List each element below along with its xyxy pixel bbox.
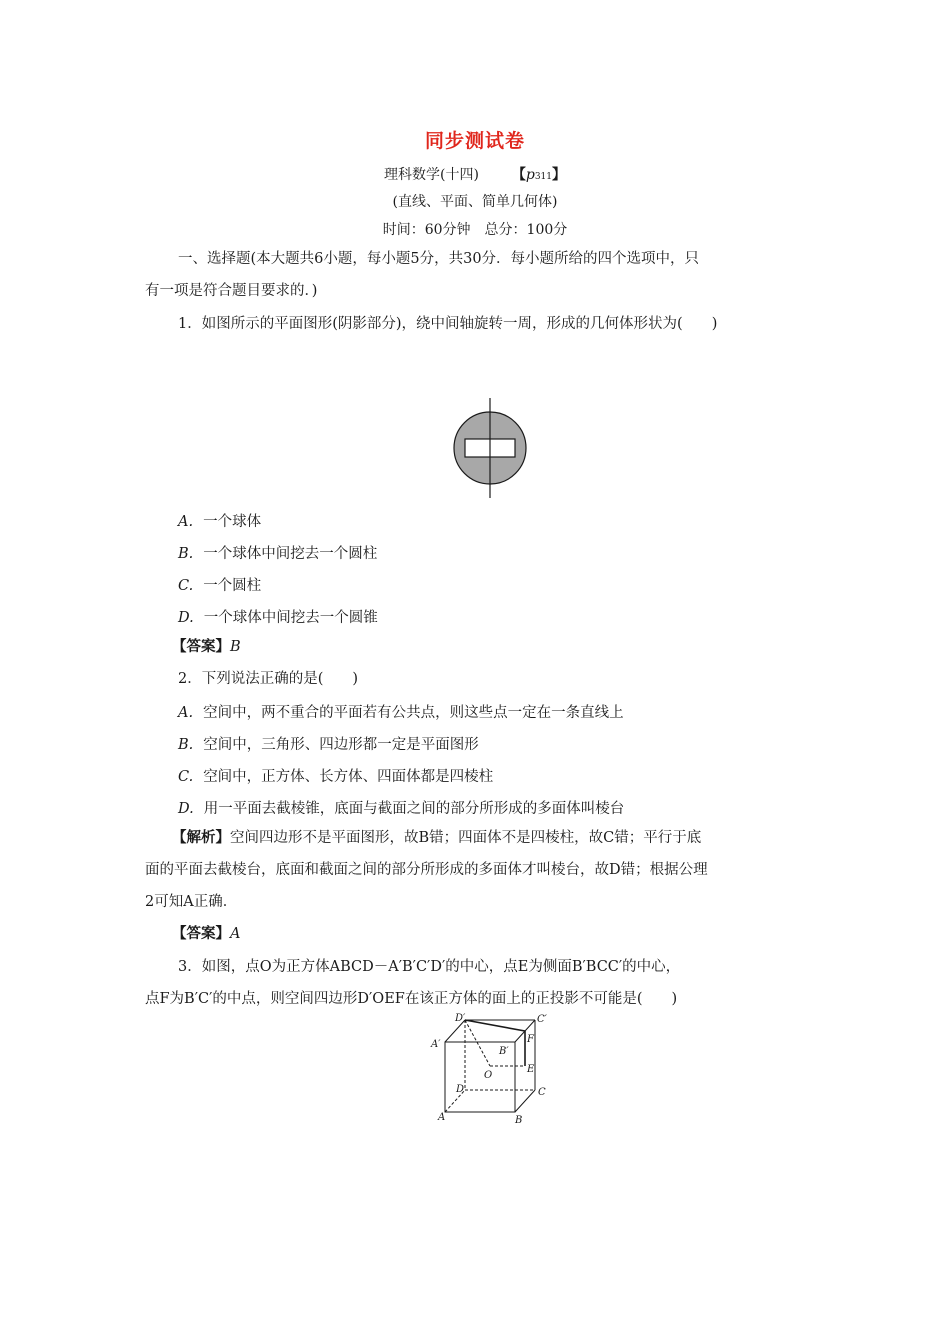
- q1-option-b: B. 一个球体中间挖去一个圆柱: [178, 546, 378, 562]
- section-intro-line2: 有一项是符合题目要求的．): [145, 283, 318, 299]
- q1-answer: 【答案】B: [172, 638, 241, 655]
- subject-name: 理科数学(十四): [384, 167, 479, 183]
- q2-option-c: C. 空间中，正方体、长方体、四面体都是四棱柱: [178, 769, 494, 785]
- edge-b-c: [515, 1090, 535, 1112]
- label-c: C: [538, 1087, 546, 1098]
- segment-d1-f: [465, 1020, 525, 1031]
- label-b1: B′: [499, 1046, 509, 1057]
- q3-stem-line1: 3．如图，点O为正方体ABCD－A′B′C′D′的中心，点E为侧面B′BCC′的中心，: [178, 959, 681, 975]
- q1-stem: 1．如图所示的平面图形(阴影部分)，绕中间轴旋转一周，形成的几何体形状为( ): [178, 316, 718, 332]
- q1-option-d: D. 一个球体中间挖去一个圆锥: [178, 610, 378, 626]
- page-title: 同步测试卷: [424, 130, 525, 152]
- q2-analysis-line3: 2可知A正确．: [145, 894, 238, 910]
- label-o: O: [484, 1070, 493, 1081]
- q3-cube-figure: [425, 1012, 565, 1127]
- q2-analysis-line1: 【解析】空间四边形不是平面图形，故B错；四面体不是四棱柱，故C错；平行于底: [172, 829, 702, 846]
- q2-analysis-line2: 面的平面去截棱台，底面和截面之间的部分所形成的多面体才叫棱台，故D错；根据公理: [145, 862, 708, 878]
- q2-option-a: A. 空间中，两不重合的平面若有公共点，则这些点一定在一条直线上: [178, 705, 624, 721]
- label-a: A: [438, 1112, 446, 1123]
- q2-option-b: B. 空间中，三角形、四边形都一定是平面图形: [178, 737, 479, 753]
- topics-line: (直线、平面、简单几何体): [392, 194, 558, 210]
- q2-option-d: D. 用一平面去截棱锥，底面与截面之间的部分所形成的多面体叫棱台: [178, 801, 625, 817]
- label-d: D: [456, 1084, 465, 1095]
- q2-answer: 【答案】A: [172, 925, 241, 942]
- q2-stem: 2．下列说法正确的是( ): [178, 671, 359, 687]
- label-b: B: [515, 1115, 523, 1126]
- time-info: 时间：60分钟 总分：100分: [382, 222, 568, 238]
- section-intro-line1: 一、选择题(本大题共6小题，每小题5分，共30分．每小题所给的四个选项中，只: [178, 251, 700, 267]
- q1-figure: [450, 398, 530, 498]
- q1-option-a: A. 一个球体: [178, 514, 262, 530]
- q1-option-c: C. 一个圆柱: [178, 578, 262, 594]
- label-f: F: [527, 1034, 534, 1045]
- subject-line: [0, 164, 950, 184]
- label-e: E: [527, 1064, 535, 1075]
- label-d1: D′: [455, 1013, 466, 1024]
- label-a1: A′: [431, 1039, 441, 1050]
- page-ref: 【p311】: [511, 167, 566, 183]
- segment-d1-o: [465, 1020, 490, 1066]
- label-c1: C′: [537, 1014, 547, 1025]
- q3-stem-line2: 点F为B′C′的中点，则空间四边形D′OEF在该正方体的面上的正投影不可能是( ): [145, 991, 678, 1007]
